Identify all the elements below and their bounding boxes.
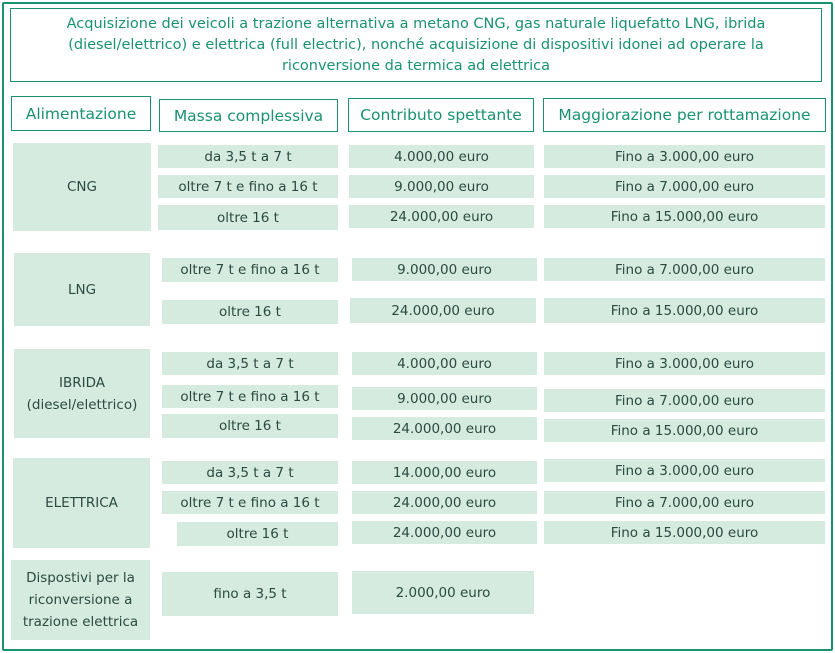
contributo-cell: 9.000,00 euro — [349, 175, 534, 198]
maggiorazione-cell: Fino a 3.000,00 euro — [544, 352, 825, 375]
header-massa-complessiva: Massa complessiva — [159, 99, 338, 132]
massa-cell: oltre 16 t — [162, 300, 338, 324]
maggiorazione-cell: Fino a 7.000,00 euro — [544, 175, 825, 198]
massa-cell: oltre 16 t — [158, 205, 338, 230]
massa-cell: da 3,5 t a 7 t — [158, 145, 338, 168]
contributo-cell: 24.000,00 euro — [350, 298, 536, 323]
maggiorazione-cell: Fino a 15.000,00 euro — [544, 419, 825, 442]
maggiorazione-cell: Fino a 7.000,00 euro — [544, 389, 825, 412]
contributo-cell: 4.000,00 euro — [349, 145, 534, 168]
massa-cell: oltre 16 t — [162, 414, 338, 438]
maggiorazione-cell: Fino a 3.000,00 euro — [544, 459, 825, 482]
category-dispositivi — [11, 560, 150, 640]
contributo-cell: 9.000,00 euro — [352, 387, 537, 410]
maggiorazione-cell: Fino a 15.000,00 euro — [544, 298, 825, 323]
massa-cell: da 3,5 t a 7 t — [162, 461, 338, 484]
contributo-cell: 24.000,00 euro — [352, 491, 537, 514]
massa-cell: da 3,5 t a 7 t — [162, 352, 338, 375]
massa-cell: oltre 7 t e fino a 16 t — [162, 491, 338, 514]
maggiorazione-cell: Fino a 15.000,00 euro — [544, 205, 825, 228]
category-lng: LNG — [14, 253, 150, 326]
category-label: (diesel/elettrico) — [26, 396, 138, 413]
contributo-cell: 2.000,00 euro — [352, 571, 534, 614]
category-label: Dispostivi per la — [26, 570, 135, 586]
massa-cell: oltre 16 t — [177, 522, 338, 546]
maggiorazione-cell: Fino a 7.000,00 euro — [544, 491, 825, 514]
category-label: riconversione a — [28, 592, 133, 608]
category-label: trazione elettrica — [22, 614, 139, 630]
category-label: IBRIDA — [59, 374, 105, 391]
header-alimentazione: Alimentazione — [11, 96, 151, 131]
maggiorazione-cell: Fino a 15.000,00 euro — [544, 521, 825, 544]
header-contributo-spettante: Contributo spettante — [348, 98, 534, 132]
contributo-cell: 24.000,00 euro — [352, 521, 537, 544]
maggiorazione-cell: Fino a 7.000,00 euro — [544, 258, 825, 281]
header-maggiorazione-rottamazione: Maggiorazione per rottamazione — [543, 98, 826, 132]
category-cng: CNG — [13, 143, 151, 231]
contributo-cell: 14.000,00 euro — [352, 461, 537, 484]
massa-cell: oltre 7 t e fino a 16 t — [162, 258, 338, 282]
category-elettrica: ELETTRICA — [13, 458, 150, 548]
massa-cell: oltre 7 t e fino a 16 t — [162, 385, 338, 408]
massa-cell: oltre 7 t e fino a 16 t — [158, 175, 338, 198]
title-text: Acquisizione dei veicoli a trazione alternativa a metano CNG, gas naturale liquefatto LNG, ibrida (diesel/elettrico) e elettrica (full electric), nonché acquisizione di dispositivi idonei ad operare la riconversione da termica ad elettrica — [66, 15, 766, 74]
maggiorazione-cell: Fino a 3.000,00 euro — [544, 145, 825, 168]
table-title — [10, 8, 822, 82]
contributo-cell: 4.000,00 euro — [352, 352, 537, 375]
contributo-cell: 9.000,00 euro — [352, 258, 537, 281]
massa-cell: fino a 3,5 t — [162, 572, 338, 616]
contributo-cell: 24.000,00 euro — [352, 417, 537, 440]
category-ibrida — [14, 349, 150, 438]
contributo-cell: 24.000,00 euro — [349, 205, 534, 228]
